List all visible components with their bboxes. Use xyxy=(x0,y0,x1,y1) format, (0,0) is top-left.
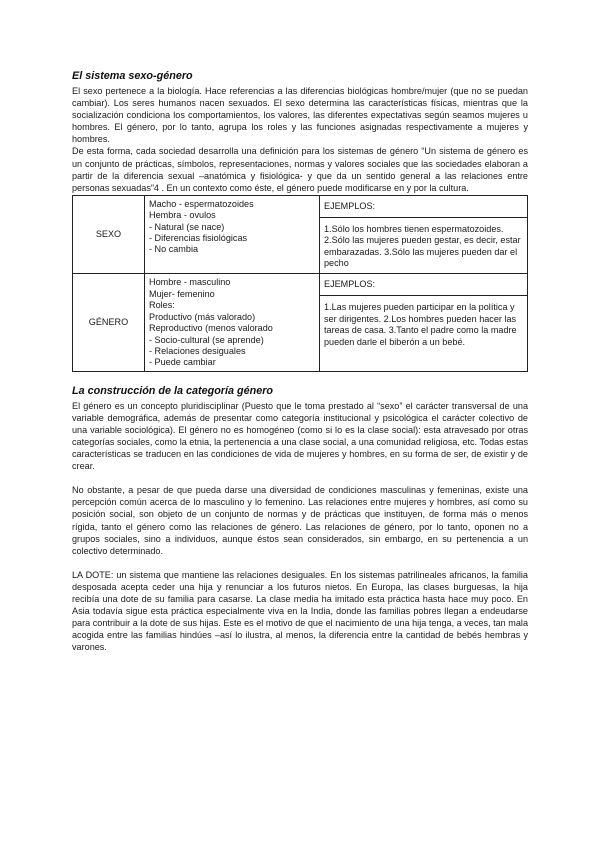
paragraph: LA DOTE: un sistema que mantiene las relaciones desiguales. En los sistemas patrilineales africanos, la familia desposada acepta ceder una hija y renunciar a los futuros nietos. En Europa, las clases burguesas, la hija recibía una dote de su familia para casarse. La clase media ha imitado esta práctica hasta hace muy poco. En Asia todavía sigue esta práctica especialmente viva en la India, donde las familias pobres llegan a endeudarse para contribuir a la dote de sus hijas. Este es el motivo de que el nacimiento de una hija tenga, a veces, tan mala acogida entre las familias hindúes –así lo ilustra, al menos, la diferencia entre la cantidad de bebés hembras y varones. xyxy=(72,569,528,653)
paragraph: El género es un concepto pluridisciplinar (Puesto que le toma prestado al “sexo” el carácter transversal de una variable demográfica, además de presentar como categoría institucional y psicológica el carácter colectivo de una variable sociológica). El género no es homogéneo (como si lo es la clase social): esta atravesado por otras categorías sociales, como la etnia, la pertenencia a una clase social, a una comunidad religiosa, etc. Todas estas características se traducen en las condiciones de vida de mujeres y hombres, en su forma de ser, de existir y de crear. xyxy=(72,400,528,472)
list-item: - Socio-cultural (se aprende) xyxy=(149,334,264,345)
sexo-genero-table xyxy=(72,195,528,372)
list-item: Roles: xyxy=(149,300,175,311)
section-title-construccion-genero: La construcción de la categoría género xyxy=(72,384,273,397)
table-cell-characteristics xyxy=(145,195,320,274)
document-page xyxy=(72,70,528,654)
examples-text: 1.Las mujeres pueden participar en la política y ser dirigentes. 2.Los hombres pueden hacer las tareas de casa. 3.Tanto el padre como la madre pueden darle el biberón a un bebé. xyxy=(320,296,528,371)
examples-text: 1.Sólo los hombres tienen espermatozoides. 2.Sólo las mujeres pueden gestar, es decir, estar embarazadas. 3.Sólo las mujeres pueden dar el pecho xyxy=(320,217,528,274)
list-item: - Relaciones desiguales xyxy=(149,345,246,356)
list-item: Macho - espermatozoides xyxy=(149,198,254,209)
table-row-label: SEXO xyxy=(73,195,145,274)
examples-header: EJEMPLOS: xyxy=(320,195,528,217)
list-item: - No cambia xyxy=(149,244,199,255)
list-item: - Puede cambiar xyxy=(149,357,216,368)
table-cell-characteristics xyxy=(145,274,320,371)
paragraph: El sexo pertenece a la biología. Hace referencias a las diferencias biológicas hombre/mujer (que no se puedan cambiar). Los seres humanos nacen sexuados. El sexo determina las características físicas, mientras que la socialización condiciona los comportamientos, los valores, las diferentes expectativas según seamos mujeres u hombres. El género, por lo tanto, agrupa los roles y las funciones asignadas respectivamente a mujeres y hombres. xyxy=(72,86,528,145)
list-item: Hombre - masculino xyxy=(149,277,231,288)
list-item: - Natural (se nace) xyxy=(149,221,225,232)
list-item: - Diferencias fisiológicas xyxy=(149,233,248,244)
section-title-sexo-genero: El sistema sexo-género xyxy=(72,70,193,82)
paragraph: No obstante, a pesar de que pueda darse una diversidad de condiciones masculinas y femeninas, existe una percepción común acerca de lo masculino y lo femenino. Las relaciones entre mujeres y hombres, así como su posición social, son objeto de un conjunto de normas y de prácticas que instituyen, de forma más o menos rígida, tanto el género como las relaciones de género. Las relaciones de género, por lo tanto, oponen no a grupos sociales, sino a individuos, aunque éstos sean considerados, sin embargo, en su pertenencia a un colectivo determinado. xyxy=(72,485,528,556)
table-row-label: GÉNERO xyxy=(73,274,145,371)
list-item: Productivo (más valorado) xyxy=(149,311,256,322)
examples-header: EJEMPLOS: xyxy=(320,274,528,296)
list-item: Hembra - ovulos xyxy=(149,210,216,221)
list-item: Mujer- femenino xyxy=(149,288,215,299)
paragraph: De esta forma, cada sociedad desarrolla una definición para los sistemas de género “Un sistema de género es un conjunto de prácticas, símbolos, representaciones, normas y valores sociales que las sociedades elaboran a partir de la diferencia sexual –anatómica y fisiológica- y que da un sentido general a las relaciones entre personas sexuadas”4 . En un contexto como éste, el género puede modificarse en y por la cultura. xyxy=(72,146,528,193)
list-item: Reproductivo (menos valorado xyxy=(149,323,273,334)
